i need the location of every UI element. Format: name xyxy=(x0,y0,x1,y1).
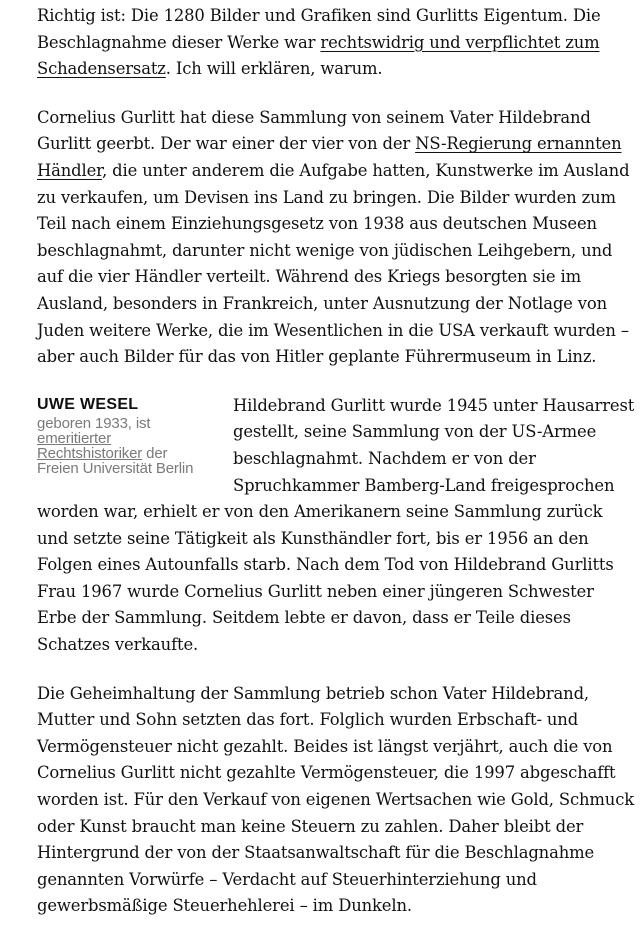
article-body xyxy=(37,0,635,942)
paragraph-3-text: Hildebrand Gurlitt wurde 1945 unter Hausarrest gestellt, seine Sammlung von der US-Armee beschlagnahmt. Nachdem er von der Spruchkammer Bamberg-Land freigesprochen worden war, erhielt er von den Amerikanern seine Sammlung zurück und setzte seine Tätigkeit als Kunsthändler fort, bis er 1956 an den Folgen eines Autounfalls starb. Nach dem Tod von Hildebrand Gurlitts Frau 1967 wurde Cornelius Gurlitt neben einer jüngeren Schwester Erbe der Sammlung. Seitdem lebte er davon, dass er Teile dieses Schatzes verkaufte. xyxy=(37,395,635,655)
paragraph-1-text-end: . Ich will erklären, warum. xyxy=(165,59,383,79)
author-name: UWE WESEL xyxy=(37,395,139,413)
paragraph-2 xyxy=(37,105,635,371)
link-ns-regierung-haendler[interactable]: NS-Regierung ernannten Händler xyxy=(37,134,622,180)
paragraph-2-text-start: Cornelius Gurlitt hat diese Sammlung von seinem Vater Hildebrand Gurlitt geerbt. Der war einer der vier von der xyxy=(37,107,591,154)
paragraph-4 xyxy=(37,681,635,920)
author-box xyxy=(37,396,207,477)
paragraph-3 xyxy=(37,393,635,659)
author-bio-text-end: der Freien Universität Berlin xyxy=(37,445,194,478)
author-bio-text-start: geboren 1933, ist xyxy=(37,414,151,432)
paragraph-4-text: Die Geheimhaltung der Sammlung betrieb schon Vater Hildebrand, Mutter und Sohn setzten das fort. Folglich wurden Erbschaft- und Vermögensteuer nicht gezahlt. Beides ist längst verjährt, auch die von Cornelius Gurlitt nicht gezahlte Vermögensteuer, die 1997 abgeschafft worden ist. Für den Verkauf von eigenen Wertsachen wie Gold, Schmuck oder Kunst braucht man keine Steuern zu zahlen. Daher bleibt der Hintergrund der von der Staatsanwaltschaft für die Beschlagnahme genannten Vorwürfe – Verdacht auf Steuerhinterziehung und gewerbsmäßige Steuerhehlerei – im Dunkeln. xyxy=(37,683,635,916)
paragraph-1 xyxy=(37,0,635,83)
author-bio xyxy=(37,416,207,477)
link-rechtswidrig-schadensersatz[interactable]: rechtswidrig und verpflichtet zum Schadensersatz xyxy=(37,32,600,79)
paragraph-2-text-end: , die unter anderem die Aufgabe hatten, Kunstwerke im Ausland zu verkaufen, um Devisen ins Land zu bringen. Die Bilder wurden zum Teil nach einem Einziehungsgesetz von 1938 aus deutschen Museen beschlagnahmt, darunter nicht wenige von jüdischen Leihgebern, und auf die vier Händler verteilt. Während des Kriegs besorgten sie im Ausland, besonders in Frankreich, unter Ausnutzung der Notlage von Juden weitere Werke, die im Wesentlichen in die USA verkauft wurden – aber auch Bilder für das von Hitler geplante Führermuseum in Linz. xyxy=(37,160,630,367)
link-rechtshistoriker[interactable]: emeritierter Rechtshistoriker xyxy=(37,429,143,463)
paragraph-1-text-start: Richtig ist: Die 1280 Bilder und Grafiken sind Gurlitts Eigentum. Die Beschlagnahme dieser Werke war xyxy=(37,6,601,52)
